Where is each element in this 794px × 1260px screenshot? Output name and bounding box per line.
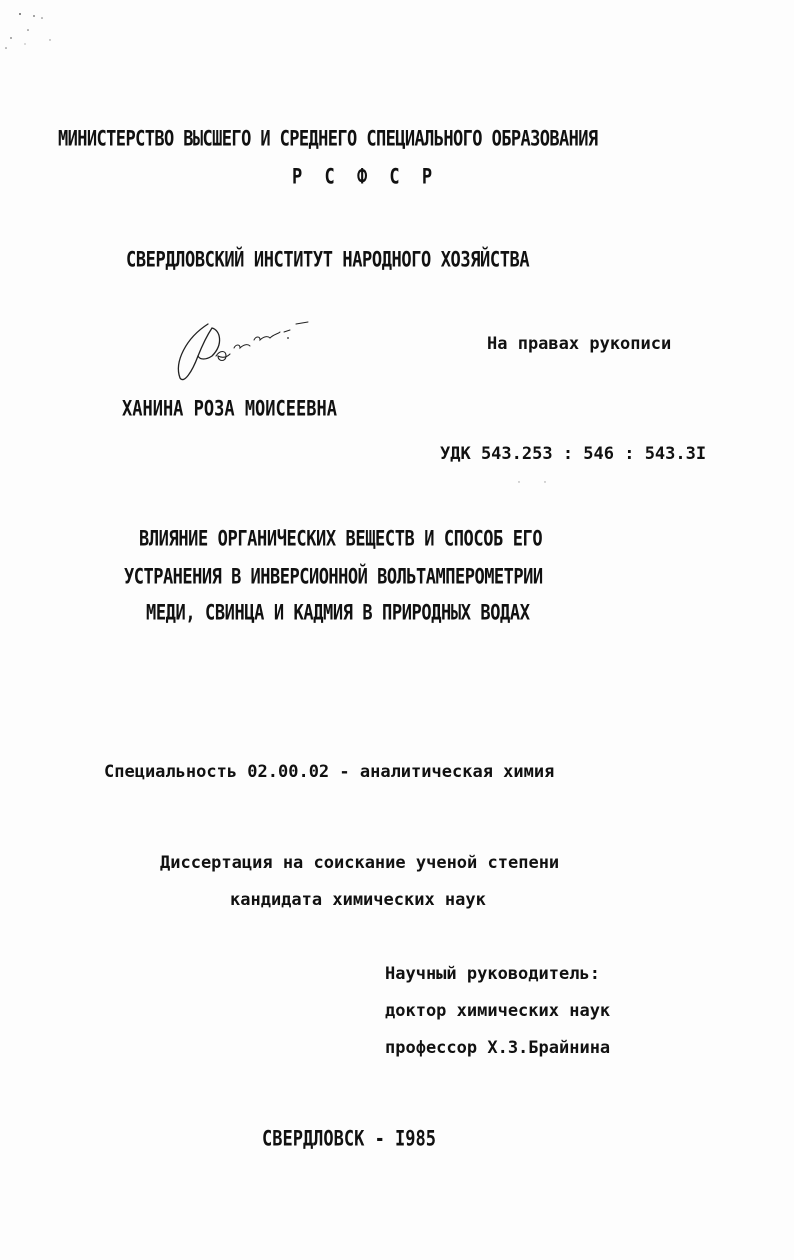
manuscript-rights-note: На правах рукописи [487,334,672,354]
specialty-line: Специальность 02.00.02 - аналитическая химия [104,762,555,782]
udk-code: УДК 543.253 : 546 : 543.3I [440,444,707,464]
thesis-title-line-2: УСТРАНЕНИЯ В ИНВЕРСИОННОЙ ВОЛЬТАМПЕРОМЕТРИИ [124,564,543,590]
supervisor-label: Научный руководитель: [385,964,600,984]
author-name: ХАНИНА РОЗА МОИСЕЕВНА [122,396,337,422]
thesis-title-line-1: ВЛИЯНИЕ ОРГАНИЧЕСКИХ ВЕЩЕСТВ И СПОСОБ ЕГО [139,526,543,552]
scan-speck [515,480,555,484]
ministry-heading: МИНИСТЕРСТВО ВЫСШЕГО И СРЕДНЕГО СПЕЦИАЛЬНОГО ОБРАЗОВАНИЯ [58,126,598,152]
dissertation-line-2: кандидата химических наук [230,890,486,910]
republic-heading: Р С Ф С Р [292,164,439,190]
scan-noise-dots [0,0,70,60]
institute-heading: СВЕРДЛОВСКИЙ ИНСТИТУТ НАРОДНОГО ХОЗЯЙСТВА [126,247,530,273]
city-year: СВЕРДЛОВСК - I985 [262,1126,436,1152]
dissertation-line-1: Диссертация на соискание ученой степени [160,853,560,873]
handwritten-signature [168,310,328,390]
supervisor-name: профессор Х.З.Брайнина [385,1038,611,1058]
thesis-title-line-3: МЕДИ, СВИНЦА И КАДМИЯ В ПРИРОДНЫХ ВОДАХ [146,600,530,626]
supervisor-degree: доктор химических наук [385,1001,611,1021]
